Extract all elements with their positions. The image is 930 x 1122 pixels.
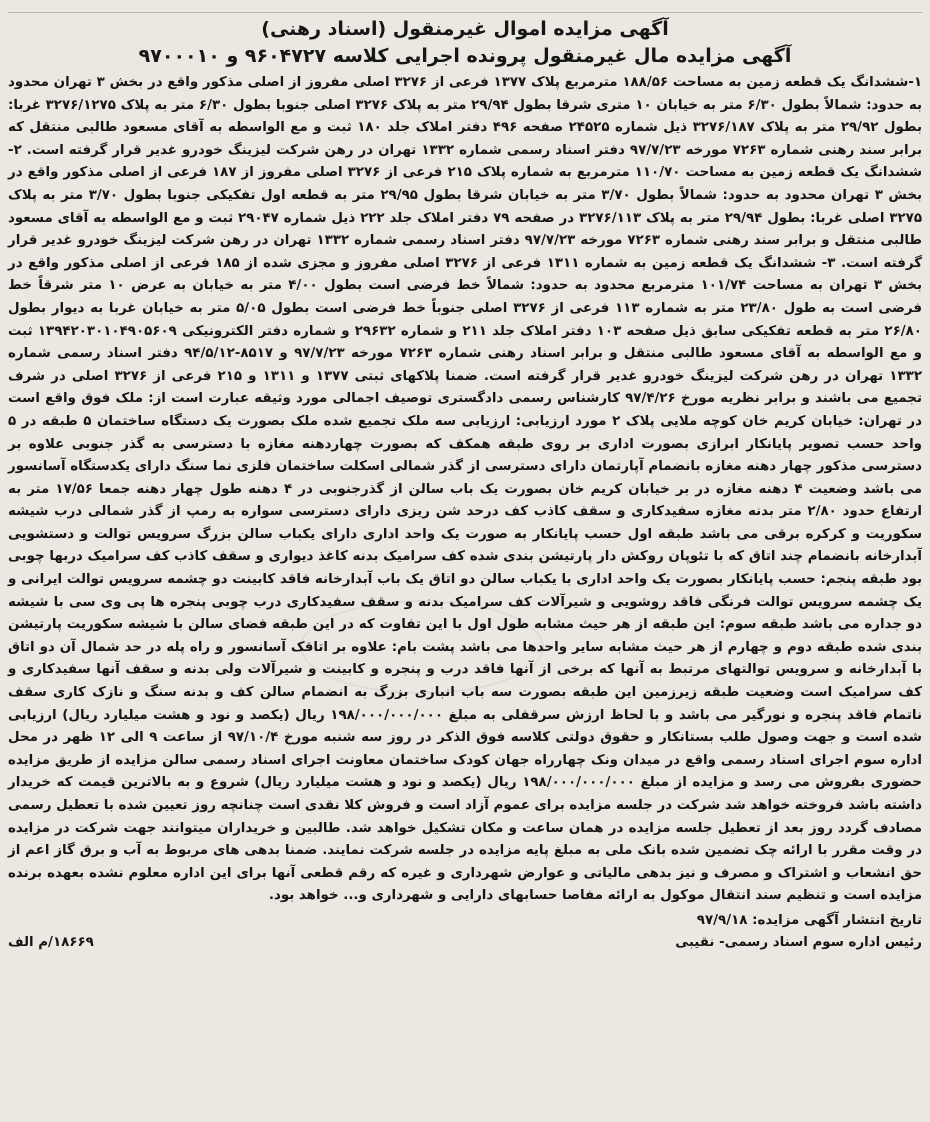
notice-title: آگهی مزایده اموال غیرمنقول (اسناد رهنی): [261, 18, 669, 40]
footer-row-date: [8, 910, 922, 932]
reference-code: ۱۸۶۶۹/م الف: [8, 934, 94, 950]
top-border: [8, 6, 922, 13]
notice-subtitle: آگهی مزایده مال غیرمنقول پرونده اجرایی کلاسه ۹۶۰۴۷۲۷ و ۹۷۰۰۰۱۰: [138, 45, 792, 67]
notice-body: [8, 72, 922, 908]
notice-paragraph: ۱-ششدانگ یک قطعه زمین به مساحت ۱۸۸/۵۶ مترمربع پلاک ۱۳۷۷ فرعی از ۳۲۷۶ اصلی مفروز از اصلی مذکور واقع در بخش ۳ تهران محدود به حدود: شمالاً بطول ۶/۳۰ متر به خیابان ۱۰ متری شرقا بطول ۲۹/۹۴ متر به پلاک ۳۲۷۶ اصلی جنوبا بطول ۶/۳۰ متر به پلاک ۳۲۷۶/۱۲۷۵ غربا: بطول ۲۹/۹۲ متر به پلاک ۳۲۷۶/۱۸۷ ذیل شماره ۲۴۵۲۵ صفحه ۴۹۶ دفتر املاک جلد ۱۸۰ ثبت و مع الواسطه به آقای مسعود طالبی منتقل که برابر سند رهنی شماره ۷۲۶۳ مورخه ۹۷/۷/۲۳ دفتر اسناد رسمی شماره ۱۳۳۲ تهران در رهن شرکت لیزینگ خودرو غدیر قرار گرفته است. ۲- ششدانگ یک قطعه زمین به مساحت ۱۱۰/۷۰ مترمربع به شماره پلاک ۲۱۵ فرعی از ۳۲۷۶ اصلی مفروز از ۱۸۷ فرعی از اصلی مذکور واقع در بخش ۳ تهران محدود به حدود: شمالاً بطول ۳/۷۰ متر به خیابان شرقا بطول ۲۹/۹۵ متر به قطعه اول تفکیکی جنوبا بطول ۳/۷۰ متر به پلاک ۳۲۷۵ اصلی غربا: بطول ۲۹/۹۴ متر به پلاک ۳۲۷۶/۱۱۳ در صفحه ۷۹ دفتر املاک جلد ۲۲۲ ذیل شماره ۲۹۰۴۷ ثبت و مع الواسطه به آقای مسعود طالبی منتقل و برابر سند رهنی شماره ۷۲۶۳ مورخه ۹۷/۷/۲۳ دفتر اسناد رسمی شماره ۱۳۳۲ تهران در رهن شرکت لیزینگ خودرو غدیر قرار گرفته است. ۳- ششدانگ یک قطعه زمین به شماره ۱۳۱۱ فرعی از ۳۲۷۶ اصلی مفروز و مجزی شده از ۱۸۵ فرعی از اصلی مذکور واقع در بخش ۳ تهران به مساحت ۱۰۱/۷۴ مترمربع محدود به حدود: شمالاً خط فرضی است بطول ۴/۰۰ متر به خیابان به عرض ۱۰ متر شرقاً خط فرضی است به طول ۲۳/۸۰ متر به شماره ۱۱۳ فرعی از ۳۲۷۶ اصلی جنوباً خط فرضی است بطول ۵/۰۵ متر به خیابان غربا به دیوار بطول ۲۶/۸۰ متر به قطعه تفکیکی سابق ذیل صفحه ۱۰۳ دفتر املاک جلد ۲۱۱ و شماره ۲۹۶۳۲ و شماره دفتر الکترونیکی ۱۳۹۴۲۰۳۰۱۰۴۹۰۵۶۰۹ ثبت و مع الواسطه به آقای مسعود طالبی منتقل و برابر اسناد رهنی شماره ۷۲۶۳ مورخه ۹۷/۷/۲۳ و ۸۵۱۷-۹۴/۵/۱۲ دفتر اسناد رسمی شماره ۱۳۳۲ تهران در رهن شرکت لیزینگ خودرو غدیر قرار گرفته است. ضمنا پلاکهای ثبتی ۱۳۷۷ و ۱۳۱۱ و ۲۱۵ فرعی از ۳۲۷۶ اصلی در شرف تجمیع می باشند و برابر نظریه مورخ ۹۷/۴/۲۶ کارشناس رسمی دادگستری توصیف اجمالی مورد وثیقه عبارت است از: ملک فوق واقع است در تهران: خیابان کریم خان کوچه ملایی پلاک ۲ مورد ارزیابی: ارزیابی سه ملک تجمیع شده ملک بصورت یک دستگاه ساختمان ۵ طبقه در ۵ واحد حسب تصویر پایانکار ابرازی بصورت اداری بر روی طبقه همکف که بصورت چهاردهنه مغازه با دسترسی به گذر جنوبی علاوه بر دسترسی مذکور چهار دهنه مغازه بانضمام آپارتمان دارای دسترسی از گذر شمالی اسکلت ساختمان فلزی نما سنگ دارای یکدستگاه آسانسور می باشد وضعیت ۴ دهنه مغازه در بر خیابان کریم خان بصورت یک باب سالن از گذرجنوبی در ۴ دهنه طول چهار دهنه جمعا ۱۷/۵۶ متر به ارتفاع حدود ۲/۸۰ متر بدنه مغازه سفیدکاری و سقف کاذب کف درحد شن ریزی دارای دسترسی سواره به رمپ از گذر شمالی درب شیشه سکوریت و کرکره برقی می باشد طبقه اول حسب پایانکار به صورت یک واحد اداری دارای یکباب سالن بزرگ سرویس توالت و دستشویی آبدارخانه بانضمام چند اتاق که با تئوپان روکش دار پارتیشن بندی شده کف سرامیک بدنه کاغذ دیواری و سقف کاذب کف سرامیک دربها چوبی بود طبقه پنجم: حسب پایانکار بصورت یک واحد اداری با یکباب سالن دو اتاق یک باب آبدارخانه فاقد کابینت دو چشمه سرویس توالت ایرانی و یک چشمه سرویس توالت فرنگی فاقد روشویی و شیرآلات کف سرامیک بدنه و سقف سفیدکاری درب چوبی پنجره ها پی وی سی با شیشه دو جداره می باشد طبقه سوم: این طبقه از هر حیث مشابه طول اول با این تفاوت که در این طبقه فضای سالن با شیشه سکوریت پارتیشن بندی شده طبقه دوم و چهارم از هر حیث مشابه سایر واحدها می باشد پشت بام: علاوه بر اتاقک آسانسور و راه پله در حد شمال آن دو اتاق با آبدارخانه و سرویس توالتهای مرتبط به آنها که برخی از آنها فاقد درب و پنجره و کابینت و شیرآلات ولی بدنه و سقف آنها سفیدکاری و کف سرامیک است وضعیت طبقه زیرزمین این طبقه بصورت سه باب انباری بزرگ به انضمام سالن کف و بدنه سنگ و نازک کاری سقف ناتمام فاقد پنجره و نورگیر می باشد و با لحاظ ارزش سرقفلی به مبلغ ۱۹۸/۰۰۰/۰۰۰/۰۰۰ ریال (یکصد و نود و هشت میلیارد ریال) ارزیابی شده است و جهت وصول طلب بستانکار و حقوق دولتی کلاسه فوق الذکر در روز سه شنبه مورخ ۹۷/۱۰/۴ از ساعت ۹ الی ۱۲ ظهر در محل اداره سوم اجرای اسناد رسمی واقع در میدان ونک چهارراه جهان کودک ساختمان معاونت اجرای اسناد رسمی سالن مزایده از طریق مزایده حضوری بفروش می رسد و مزایده از مبلغ ۱۹۸/۰۰۰/۰۰۰/۰۰۰ ریال (یکصد و نود و هشت میلیارد ریال) شروع و به بالاترین قیمت که خریدار داشته باشد فروخته خواهد شد شرکت در جلسه مزایده برای عموم آزاد است و فروش کلا نقدی است چنانچه روز تعیین شده با تعطیل رسمی مصادف گردد روز بعد از تعطیل جلسه مزایده در همان ساعت و مکان تشکیل خواهد شد. طالبین و خریداران میتوانند جهت شرکت در مزایده در وقت مقرر با ارائه چک تضمین شده بانک ملی به مبلغ پایه مزایده در جلسه شرکت نمایند. ضمنا بدهی های مربوط به آب و برق گاز اعم از حق انشعاب و اشتراک و مصرف و نیز بدهی مالیاتی و عوارض شهرداری و غیره که رقم قطعی آنها برای این اداره معلوم نشده بعهده برنده مزایده است و تنظیم سند انتقال موکول به ارائه مفاصا حسابهای دارایی و شهرداری و... خواهد بود.: [8, 75, 923, 904]
footer-row-signature: [8, 932, 922, 954]
publish-date: تاریخ انتشار آگهی مزایده: ۹۷/۹/۱۸: [696, 912, 922, 928]
notice-footer: [8, 910, 922, 954]
header: [8, 16, 922, 70]
signature: رئیس اداره سوم اسناد رسمی- نقیبی: [675, 934, 922, 950]
